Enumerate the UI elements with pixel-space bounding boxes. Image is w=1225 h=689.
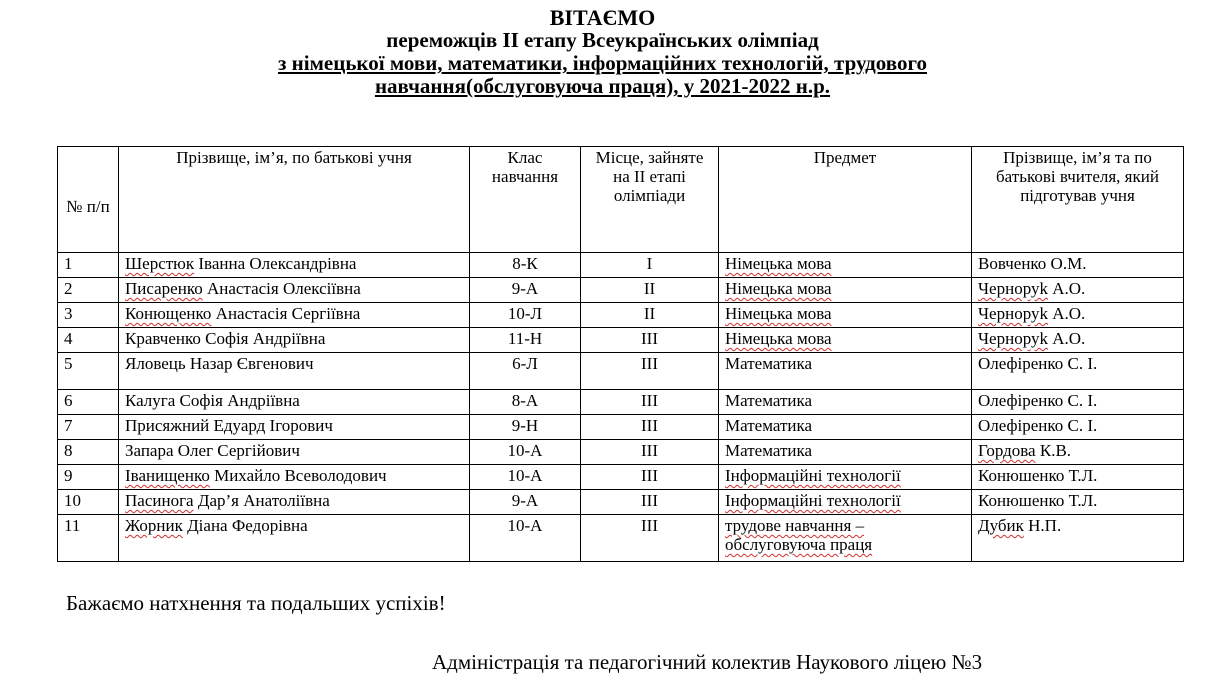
cell-student-name: [119, 440, 470, 465]
cell-class: [470, 490, 581, 515]
cell-number: [58, 253, 119, 278]
cell-place: [581, 328, 719, 353]
cell-teacher: [972, 490, 1184, 515]
heading-line-4: навчання(обслуговуюча праця), у 2021-2022 н.р.: [374, 74, 831, 98]
cell-class-text: 10-А: [507, 466, 543, 485]
cell-number: [58, 515, 119, 562]
cell-subject: [719, 303, 972, 328]
wish-text: Бажаємо натхнення та подальших успіхів!: [66, 591, 446, 615]
cell-number: [58, 465, 119, 490]
table-row: [58, 440, 1184, 465]
cell-number: [58, 278, 119, 303]
cell-class-text: 6-Л: [512, 354, 538, 373]
cell-teacher: [972, 253, 1184, 278]
table-row: [58, 328, 1184, 353]
heading-title: ВІТАЄМО: [549, 5, 656, 30]
cell-subject: [719, 390, 972, 415]
cell-class-text: 9-А: [511, 491, 539, 510]
cell-number-text: 8: [64, 441, 73, 460]
cell-subject: [719, 328, 972, 353]
cell-class: [470, 515, 581, 562]
cell-class: [470, 278, 581, 303]
cell-place-text: ІІ: [643, 304, 656, 323]
cell-subject-text: Німецька мова: [725, 329, 832, 348]
cell-place: [581, 278, 719, 303]
cell-place-text: ІІІ: [641, 491, 658, 510]
header-place: Місце, зайняте на ІІ етапі олімпіади: [581, 147, 719, 253]
cell-subject: [719, 490, 972, 515]
cell-number-text: 5: [64, 354, 73, 373]
cell-student-name-text: Яловець Назар Євгенович: [125, 354, 314, 373]
cell-number: [58, 490, 119, 515]
cell-class: [470, 440, 581, 465]
cell-teacher: [972, 390, 1184, 415]
document-heading: [0, 6, 1205, 98]
cell-place: [581, 353, 719, 390]
table-row: [58, 303, 1184, 328]
cell-student-name: [119, 465, 470, 490]
cell-teacher-text: Олефіренко С. І.: [978, 354, 1098, 373]
cell-place-text: ІІІ: [641, 466, 658, 485]
cell-teacher: [972, 440, 1184, 465]
cell-teacher: [972, 465, 1184, 490]
cell-number-text: 11: [64, 516, 81, 535]
cell-student-name: [119, 515, 470, 562]
cell-subject-text: Математика: [725, 354, 813, 373]
cell-place-text: ІІІ: [641, 516, 658, 535]
cell-place-text: ІІІ: [641, 391, 658, 410]
cell-class-text: 8-К: [512, 254, 538, 273]
cell-class-text: 10-А: [507, 516, 543, 535]
table-row: [58, 353, 1184, 390]
cell-subject: [719, 465, 972, 490]
cell-student-name-text: Запара Олег Сергійович: [125, 441, 300, 460]
cell-teacher-text: Вовченко О.М.: [978, 254, 1087, 273]
heading-line-3: з німецької мови, математики, інформаційних технологій, трудового: [277, 51, 927, 75]
header-teacher: Прізвище, ім’я та по батькові вчителя, який підготував учня: [972, 147, 1184, 253]
cell-student-name: [119, 353, 470, 390]
cell-number: [58, 390, 119, 415]
cell-teacher-text: Конюшенко Т.Л.: [978, 491, 1098, 510]
cell-teacher: [972, 328, 1184, 353]
cell-number: [58, 440, 119, 465]
cell-student-name: [119, 490, 470, 515]
cell-number-text: 6: [64, 391, 73, 410]
cell-teacher-text: Черноруk А.О.: [978, 279, 1086, 298]
cell-subject-text: Німецька мова: [725, 254, 832, 273]
cell-student-name-text: Іванищенко Михайло Всеволодович: [125, 466, 387, 485]
cell-class-text: 10-Л: [507, 304, 543, 323]
signature-text: Адміністрація та педагогічний колектив Наукового ліцею №3: [432, 650, 983, 674]
cell-class-text: 9-А: [511, 279, 539, 298]
cell-subject: [719, 415, 972, 440]
cell-teacher-text: Дубик Н.П.: [978, 516, 1062, 535]
cell-subject-text: Інформаційні технології: [725, 466, 901, 485]
cell-student-name: [119, 328, 470, 353]
table-row: [58, 490, 1184, 515]
cell-teacher-text: Черноруk А.О.: [978, 329, 1086, 348]
cell-number-text: 10: [64, 491, 81, 510]
cell-place: [581, 303, 719, 328]
table-row: [58, 390, 1184, 415]
cell-place: [581, 390, 719, 415]
cell-place: [581, 253, 719, 278]
cell-subject: [719, 515, 972, 562]
cell-place-text: ІІІ: [641, 416, 658, 435]
table-row: [58, 278, 1184, 303]
cell-place-text: ІІІ: [641, 354, 658, 373]
cell-teacher: [972, 303, 1184, 328]
header-number: № п/п: [58, 147, 119, 253]
cell-subject-text: трудове навчання – обслуговуюча праця: [725, 516, 873, 554]
cell-number: [58, 353, 119, 390]
cell-subject-text: Математика: [725, 441, 813, 460]
cell-subject: [719, 278, 972, 303]
cell-student-name: [119, 253, 470, 278]
heading-line-2: переможців ІІ етапу Всеукраїнських олімпіад: [386, 28, 819, 52]
cell-class: [470, 415, 581, 440]
cell-place: [581, 515, 719, 562]
cell-student-name-text: Конющенко Анастасія Сергіївна: [125, 304, 361, 323]
cell-number-text: 3: [64, 304, 73, 323]
cell-class: [470, 303, 581, 328]
cell-subject-text: Інформаційні технології: [725, 491, 901, 510]
cell-teacher: [972, 415, 1184, 440]
cell-place: [581, 415, 719, 440]
cell-number-text: 7: [64, 416, 73, 435]
cell-student-name: [119, 278, 470, 303]
winners-table: [57, 146, 1184, 562]
cell-class-text: 11-Н: [507, 329, 543, 348]
cell-class: [470, 465, 581, 490]
cell-student-name-text: Кравченко Софія Андріївна: [125, 329, 326, 348]
cell-number: [58, 303, 119, 328]
cell-student-name-text: Калуга Софія Андріївна: [125, 391, 300, 410]
cell-student-name: [119, 390, 470, 415]
cell-student-name-text: Пасинога Дар’я Анатоліївна: [125, 491, 330, 510]
header-class: Клас навчання: [470, 147, 581, 253]
cell-place-text: ІІ: [643, 279, 656, 298]
cell-student-name-text: Писаренко Анастасія Олексіївна: [125, 279, 361, 298]
cell-number: [58, 328, 119, 353]
cell-subject-text: Математика: [725, 416, 813, 435]
cell-place-text: ІІІ: [641, 329, 658, 348]
table-header-row: [58, 147, 1184, 253]
cell-subject: [719, 253, 972, 278]
table-row: [58, 465, 1184, 490]
cell-class-text: 10-А: [507, 441, 543, 460]
cell-place: [581, 465, 719, 490]
cell-place: [581, 490, 719, 515]
cell-class-text: 9-Н: [511, 416, 539, 435]
header-subject: Предмет: [719, 147, 972, 253]
cell-teacher: [972, 278, 1184, 303]
cell-teacher: [972, 515, 1184, 562]
cell-student-name-text: Присяжний Едуард Ігорович: [125, 416, 333, 435]
table-row: [58, 415, 1184, 440]
cell-place-text: ІІІ: [641, 441, 658, 460]
cell-class: [470, 253, 581, 278]
cell-subject-text: Німецька мова: [725, 304, 832, 323]
cell-subject-text: Математика: [725, 391, 813, 410]
cell-number-text: 9: [64, 466, 73, 485]
cell-student-name: [119, 415, 470, 440]
cell-class: [470, 390, 581, 415]
cell-subject: [719, 440, 972, 465]
cell-teacher-text: Конюшенко Т.Л.: [978, 466, 1098, 485]
cell-number: [58, 415, 119, 440]
cell-student-name-text: Шерстюк Іванна Олександрівна: [125, 254, 357, 273]
table-row: [58, 515, 1184, 562]
cell-place: [581, 440, 719, 465]
cell-number-text: 2: [64, 279, 73, 298]
cell-teacher-text: Черноруk А.О.: [978, 304, 1086, 323]
cell-teacher-text: Олефіренко С. І.: [978, 416, 1098, 435]
cell-teacher-text: Гордова К.В.: [978, 441, 1072, 460]
cell-number-text: 4: [64, 329, 73, 348]
cell-subject: [719, 353, 972, 390]
cell-class: [470, 328, 581, 353]
cell-subject-text: Німецька мова: [725, 279, 832, 298]
cell-class: [470, 353, 581, 390]
cell-number-text: 1: [64, 254, 73, 273]
cell-student-name-text: Жорник Діана Федорівна: [125, 516, 308, 535]
header-student-name: Прізвище, ім’я, по батькові учня: [119, 147, 470, 253]
cell-teacher: [972, 353, 1184, 390]
table-row: [58, 253, 1184, 278]
cell-student-name: [119, 303, 470, 328]
cell-class-text: 8-А: [511, 391, 539, 410]
cell-teacher-text: Олефіренко С. І.: [978, 391, 1098, 410]
cell-place-text: І: [646, 254, 653, 273]
